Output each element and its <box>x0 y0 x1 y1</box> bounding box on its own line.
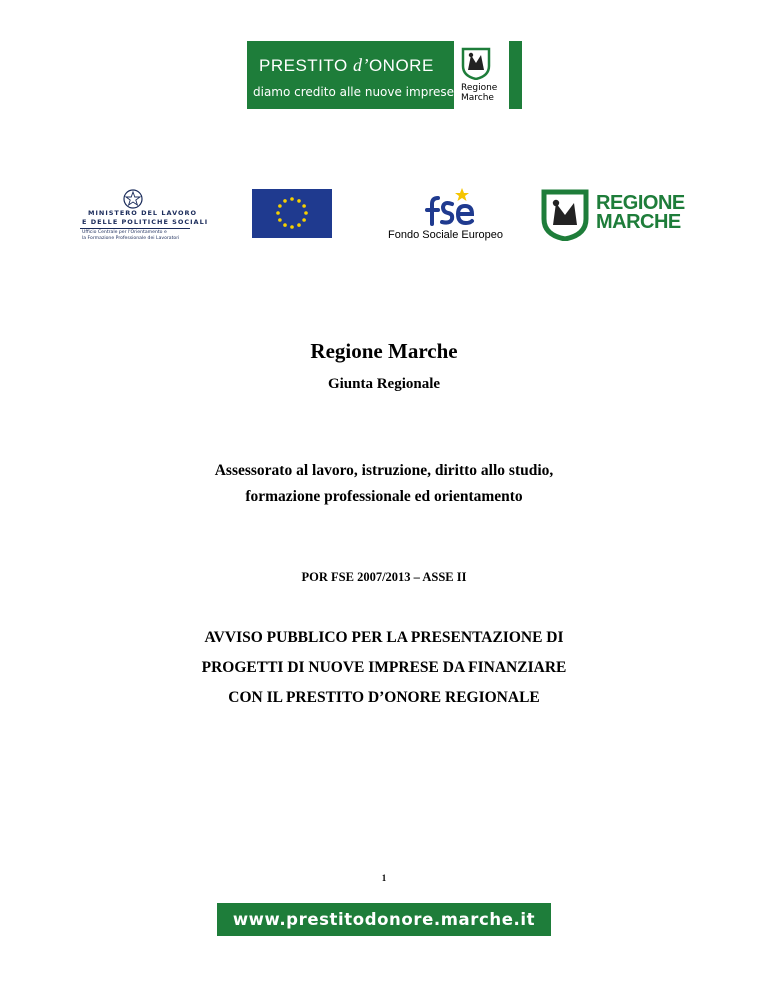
website-url-banner: www.prestitodonore.marche.it <box>217 903 551 936</box>
document-title: Regione Marche <box>310 339 458 363</box>
assessorato-line1: Assessorato al lavoro, istruzione, diritto allo studio, <box>214 462 554 479</box>
banner-green-stripe <box>509 41 522 109</box>
banner-region-label: Regione Marche <box>461 83 498 103</box>
regione-marche-wordmark: REGIONE MARCHE <box>596 192 685 233</box>
document-subtitle: Giunta Regionale <box>327 376 441 392</box>
eu-flag-icon <box>252 189 332 238</box>
ministry-name-line2: E DELLE POLITICHE SOCIALI <box>82 218 209 226</box>
fse-logo-icon <box>418 186 478 228</box>
assessorato-line2: formazione professionale ed orientamento <box>245 488 523 505</box>
regione-marche-emblem-icon <box>459 46 493 80</box>
prestito-donore-banner <box>247 41 522 109</box>
fondo-sociale-europeo-logo <box>388 186 518 244</box>
regione-marche-logo <box>541 189 701 241</box>
ministry-name-line1: MINISTERO DEL LAVORO <box>88 209 198 217</box>
banner-title: PRESTITO d’ONORE <box>259 55 434 75</box>
notice-line3: CON IL PRESTITO D’ONORE REGIONALE <box>228 689 540 706</box>
program-heading: POR FSE 2007/2013 – ASSE II <box>301 570 467 584</box>
notice-line1: AVVISO PUBBLICO PER LA PRESENTAZIONE DI <box>204 629 564 646</box>
ministero-lavoro-logo <box>80 188 209 244</box>
banner-green-panel <box>247 41 454 109</box>
italian-republic-emblem-icon <box>122 188 144 210</box>
regione-marche-shield-icon <box>541 189 589 241</box>
ministry-office-text: Ufficio Centrale per l'Orientamento e la Formazione Professionale dei Lavoratori <box>82 230 180 241</box>
banner-subtitle: diamo credito alle nuove imprese <box>253 85 455 99</box>
page-number: 1 <box>381 873 387 883</box>
ministry-divider <box>80 228 190 229</box>
notice-line2: PROGETTI DI NUOVE IMPRESE DA FINANZIARE <box>201 659 567 676</box>
fse-caption: Fondo Sociale Europeo <box>388 229 503 241</box>
